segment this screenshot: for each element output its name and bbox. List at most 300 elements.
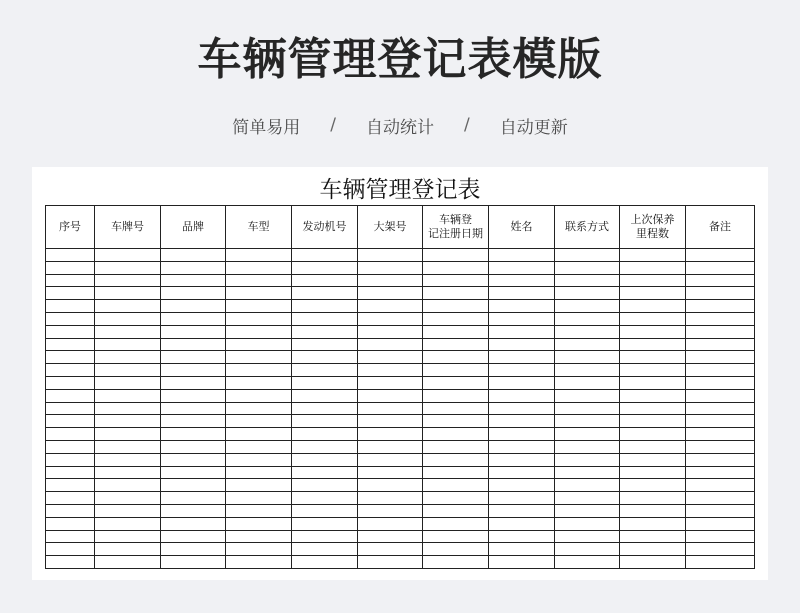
table-cell[interactable] [46, 415, 95, 428]
table-cell[interactable] [358, 325, 423, 338]
table-cell[interactable] [46, 364, 95, 377]
table-cell[interactable] [489, 517, 555, 530]
column-header-index: 序号 [46, 206, 95, 249]
table-cell[interactable] [489, 338, 555, 351]
table-cell[interactable] [423, 479, 489, 492]
table-cell[interactable] [686, 453, 755, 466]
table-cell[interactable] [46, 556, 95, 569]
table-cell[interactable] [620, 440, 686, 453]
column-header-contact: 联系方式 [555, 206, 620, 249]
table-cell[interactable] [226, 543, 292, 556]
table-cell[interactable] [686, 466, 755, 479]
table-cell[interactable] [95, 364, 161, 377]
table-cell[interactable] [686, 325, 755, 338]
feature-auto-statistics: 自动统计 [366, 117, 434, 138]
table-cell[interactable] [292, 338, 358, 351]
table-cell[interactable] [620, 300, 686, 313]
table-row [46, 249, 755, 262]
table-cell[interactable] [423, 543, 489, 556]
table-cell[interactable] [423, 287, 489, 300]
table-cell[interactable] [620, 479, 686, 492]
table-cell[interactable] [686, 364, 755, 377]
table-cell[interactable] [226, 364, 292, 377]
table-cell[interactable] [489, 415, 555, 428]
table-cell[interactable] [423, 440, 489, 453]
table-cell[interactable] [555, 389, 620, 402]
table-cell[interactable] [423, 492, 489, 505]
table-cell[interactable] [489, 364, 555, 377]
table-cell[interactable] [489, 249, 555, 262]
table-cell[interactable] [555, 440, 620, 453]
table-cell[interactable] [620, 556, 686, 569]
table-cell[interactable] [686, 402, 755, 415]
table-cell[interactable] [161, 261, 226, 274]
table-cell[interactable] [423, 325, 489, 338]
table-cell[interactable] [46, 504, 95, 517]
table-row [46, 376, 755, 389]
table-cell[interactable] [161, 479, 226, 492]
table-cell[interactable] [161, 402, 226, 415]
table-cell[interactable] [686, 376, 755, 389]
table-cell[interactable] [620, 517, 686, 530]
table-cell[interactable] [423, 402, 489, 415]
table-cell[interactable] [226, 492, 292, 505]
table-cell[interactable] [555, 504, 620, 517]
table-cell[interactable] [555, 479, 620, 492]
table-cell[interactable] [161, 351, 226, 364]
table-cell[interactable] [161, 428, 226, 441]
table-cell[interactable] [46, 274, 95, 287]
table-cell[interactable] [292, 274, 358, 287]
table-cell[interactable] [620, 338, 686, 351]
table-cell[interactable] [686, 492, 755, 505]
table-cell[interactable] [489, 466, 555, 479]
table-cell[interactable] [620, 364, 686, 377]
table-cell[interactable] [555, 428, 620, 441]
table-cell[interactable] [95, 504, 161, 517]
table-cell[interactable] [489, 543, 555, 556]
table-cell[interactable] [358, 389, 423, 402]
table-cell[interactable] [620, 402, 686, 415]
table-cell[interactable] [358, 530, 423, 543]
table-cell[interactable] [686, 479, 755, 492]
table-cell[interactable] [358, 428, 423, 441]
table-cell[interactable] [161, 517, 226, 530]
table-cell[interactable] [358, 312, 423, 325]
table-cell[interactable] [423, 261, 489, 274]
table-cell[interactable] [358, 543, 423, 556]
table-cell[interactable] [46, 517, 95, 530]
table-cell[interactable] [292, 376, 358, 389]
table-cell[interactable] [555, 543, 620, 556]
table-cell[interactable] [358, 466, 423, 479]
table-cell[interactable] [686, 338, 755, 351]
table-cell[interactable] [161, 274, 226, 287]
table-cell[interactable] [358, 287, 423, 300]
table-cell[interactable] [686, 351, 755, 364]
table-cell[interactable] [292, 453, 358, 466]
table-cell[interactable] [423, 338, 489, 351]
table-cell[interactable] [423, 300, 489, 313]
table-cell[interactable] [555, 261, 620, 274]
spreadsheet-preview [32, 167, 768, 580]
table-cell[interactable] [292, 351, 358, 364]
column-header-registration-date: 车辆登 记注册日期 [423, 206, 489, 249]
table-cell[interactable] [358, 376, 423, 389]
table-cell[interactable] [686, 287, 755, 300]
table-cell[interactable] [620, 249, 686, 262]
table-cell[interactable] [358, 415, 423, 428]
table-cell[interactable] [489, 492, 555, 505]
table-cell[interactable] [620, 492, 686, 505]
table-cell[interactable] [292, 261, 358, 274]
table-cell[interactable] [489, 389, 555, 402]
table-cell[interactable] [292, 530, 358, 543]
table-cell[interactable] [46, 287, 95, 300]
table-cell[interactable] [489, 376, 555, 389]
table-cell[interactable] [686, 556, 755, 569]
table-cell[interactable] [555, 556, 620, 569]
table-cell[interactable] [46, 389, 95, 402]
table-cell[interactable] [95, 287, 161, 300]
table-cell[interactable] [161, 338, 226, 351]
table-cell[interactable] [226, 453, 292, 466]
table-cell[interactable] [358, 249, 423, 262]
table-cell[interactable] [161, 492, 226, 505]
table-cell[interactable] [620, 376, 686, 389]
table-cell[interactable] [292, 249, 358, 262]
table-cell[interactable] [620, 287, 686, 300]
table-cell[interactable] [292, 517, 358, 530]
table-cell[interactable] [489, 556, 555, 569]
table-cell[interactable] [555, 274, 620, 287]
table-cell[interactable] [620, 351, 686, 364]
table-cell[interactable] [292, 312, 358, 325]
table-cell[interactable] [686, 428, 755, 441]
table-cell[interactable] [620, 312, 686, 325]
table-cell[interactable] [161, 543, 226, 556]
table-cell[interactable] [358, 274, 423, 287]
table-cell[interactable] [292, 300, 358, 313]
table-cell[interactable] [161, 530, 226, 543]
column-header-name: 姓名 [489, 206, 555, 249]
table-cell[interactable] [489, 479, 555, 492]
table-cell[interactable] [620, 453, 686, 466]
table-cell[interactable] [292, 325, 358, 338]
table-cell[interactable] [555, 312, 620, 325]
table-cell[interactable] [489, 530, 555, 543]
table-cell[interactable] [555, 351, 620, 364]
table-cell[interactable] [95, 261, 161, 274]
table-cell[interactable] [161, 249, 226, 262]
table-cell[interactable] [226, 249, 292, 262]
table-cell[interactable] [95, 479, 161, 492]
table-cell[interactable] [46, 440, 95, 453]
table-cell[interactable] [555, 364, 620, 377]
table-cell[interactable] [620, 325, 686, 338]
separator: / [330, 115, 336, 135]
table-cell[interactable] [686, 389, 755, 402]
table-cell[interactable] [46, 428, 95, 441]
table-cell[interactable] [489, 300, 555, 313]
table-row [46, 351, 755, 364]
table-cell[interactable] [620, 389, 686, 402]
table-cell[interactable] [95, 530, 161, 543]
table-cell[interactable] [292, 440, 358, 453]
table-cell[interactable] [686, 415, 755, 428]
table-cell[interactable] [161, 325, 226, 338]
table-cell[interactable] [620, 466, 686, 479]
table-cell[interactable] [489, 504, 555, 517]
table-cell[interactable] [686, 530, 755, 543]
table-cell[interactable] [292, 402, 358, 415]
table-cell[interactable] [161, 376, 226, 389]
table-cell[interactable] [226, 300, 292, 313]
table-cell[interactable] [226, 517, 292, 530]
table-cell[interactable] [489, 274, 555, 287]
table-cell[interactable] [423, 530, 489, 543]
table-cell[interactable] [46, 338, 95, 351]
table-cell[interactable] [555, 492, 620, 505]
table-cell[interactable] [226, 274, 292, 287]
table-cell[interactable] [46, 543, 95, 556]
table-cell[interactable] [95, 543, 161, 556]
table-cell[interactable] [46, 300, 95, 313]
table-cell[interactable] [95, 274, 161, 287]
table-cell[interactable] [292, 428, 358, 441]
table-cell[interactable] [95, 402, 161, 415]
table-cell[interactable] [686, 543, 755, 556]
table-cell[interactable] [555, 325, 620, 338]
table-cell[interactable] [161, 415, 226, 428]
table-cell[interactable] [161, 556, 226, 569]
table-cell[interactable] [46, 351, 95, 364]
table-cell[interactable] [161, 453, 226, 466]
table-cell[interactable] [95, 300, 161, 313]
table-cell[interactable] [46, 466, 95, 479]
table-cell[interactable] [292, 389, 358, 402]
table-cell[interactable] [95, 351, 161, 364]
table-cell[interactable] [46, 325, 95, 338]
table-cell[interactable] [95, 376, 161, 389]
table-cell[interactable] [95, 312, 161, 325]
table-cell[interactable] [358, 261, 423, 274]
table-cell[interactable] [555, 415, 620, 428]
table-cell[interactable] [358, 338, 423, 351]
table-cell[interactable] [489, 453, 555, 466]
table-cell[interactable] [46, 376, 95, 389]
sheet-title: 车辆管理登记表 [319, 177, 481, 203]
table-cell[interactable] [226, 325, 292, 338]
table-cell[interactable] [555, 402, 620, 415]
table-cell[interactable] [686, 261, 755, 274]
table-cell[interactable] [555, 530, 620, 543]
table-cell[interactable] [358, 453, 423, 466]
table-cell[interactable] [620, 274, 686, 287]
table-cell[interactable] [686, 312, 755, 325]
table-cell[interactable] [95, 466, 161, 479]
table-cell[interactable] [292, 287, 358, 300]
table-cell[interactable] [226, 466, 292, 479]
table-cell[interactable] [620, 530, 686, 543]
table-cell[interactable] [226, 556, 292, 569]
table-cell[interactable] [46, 249, 95, 262]
table-cell[interactable] [620, 415, 686, 428]
table-cell[interactable] [423, 517, 489, 530]
table-cell[interactable] [423, 389, 489, 402]
table-cell[interactable] [686, 504, 755, 517]
table-cell[interactable] [555, 517, 620, 530]
table-cell[interactable] [489, 261, 555, 274]
table-cell[interactable] [226, 376, 292, 389]
table-cell[interactable] [95, 389, 161, 402]
table-cell[interactable] [555, 466, 620, 479]
table-cell[interactable] [226, 530, 292, 543]
table-cell[interactable] [95, 428, 161, 441]
table-cell[interactable] [226, 261, 292, 274]
table-cell[interactable] [161, 300, 226, 313]
table-cell[interactable] [489, 351, 555, 364]
table-cell[interactable] [423, 312, 489, 325]
page-title: 车辆管理登记表模版 [197, 34, 603, 85]
table-cell[interactable] [46, 312, 95, 325]
table-cell[interactable] [226, 415, 292, 428]
table-cell[interactable] [161, 389, 226, 402]
table-cell[interactable] [620, 261, 686, 274]
table-cell[interactable] [620, 504, 686, 517]
table-cell[interactable] [423, 376, 489, 389]
table-cell[interactable] [226, 287, 292, 300]
table-cell[interactable] [292, 492, 358, 505]
table-cell[interactable] [292, 556, 358, 569]
table-cell[interactable] [292, 415, 358, 428]
table-cell[interactable] [292, 504, 358, 517]
table-cell[interactable] [226, 428, 292, 441]
column-header-model: 车型 [226, 206, 292, 249]
table-cell[interactable] [555, 249, 620, 262]
table-cell[interactable] [555, 453, 620, 466]
table-row [46, 492, 755, 505]
table-cell[interactable] [423, 364, 489, 377]
table-cell[interactable] [358, 364, 423, 377]
table-cell[interactable] [358, 556, 423, 569]
table-cell[interactable] [620, 543, 686, 556]
table-cell[interactable] [95, 517, 161, 530]
table-cell[interactable] [686, 249, 755, 262]
table-cell[interactable] [161, 504, 226, 517]
table-cell[interactable] [226, 351, 292, 364]
table-cell[interactable] [292, 479, 358, 492]
table-cell[interactable] [620, 428, 686, 441]
table-cell[interactable] [161, 312, 226, 325]
table-cell[interactable] [358, 492, 423, 505]
table-cell[interactable] [292, 543, 358, 556]
table-cell[interactable] [686, 274, 755, 287]
table-body [46, 249, 755, 569]
table-row [46, 402, 755, 415]
table-cell[interactable] [226, 312, 292, 325]
table-cell[interactable] [686, 440, 755, 453]
separator: / [464, 115, 470, 135]
table-cell[interactable] [161, 287, 226, 300]
table-cell[interactable] [161, 440, 226, 453]
table-cell[interactable] [292, 466, 358, 479]
table-cell[interactable] [423, 415, 489, 428]
column-header-last-service-mileage: 上次保养 里程数 [620, 206, 686, 249]
table-cell[interactable] [46, 453, 95, 466]
table-cell[interactable] [489, 402, 555, 415]
table-cell[interactable] [423, 466, 489, 479]
table-cell[interactable] [423, 556, 489, 569]
table-cell[interactable] [46, 402, 95, 415]
table-cell[interactable] [226, 389, 292, 402]
table-cell[interactable] [686, 300, 755, 313]
table-cell[interactable] [358, 440, 423, 453]
table-cell[interactable] [226, 440, 292, 453]
table-cell[interactable] [489, 428, 555, 441]
table-cell[interactable] [46, 479, 95, 492]
table-cell[interactable] [555, 300, 620, 313]
table-cell[interactable] [95, 415, 161, 428]
table-cell[interactable] [226, 504, 292, 517]
table-cell[interactable] [161, 466, 226, 479]
table-cell[interactable] [423, 274, 489, 287]
table-cell[interactable] [489, 287, 555, 300]
table-cell[interactable] [686, 517, 755, 530]
table-cell[interactable] [555, 376, 620, 389]
table-cell[interactable] [95, 440, 161, 453]
table-cell[interactable] [423, 249, 489, 262]
table-cell[interactable] [555, 287, 620, 300]
table-row [46, 453, 755, 466]
table-cell[interactable] [423, 453, 489, 466]
table-cell[interactable] [226, 402, 292, 415]
table-row [46, 325, 755, 338]
table-cell[interactable] [292, 364, 358, 377]
table-cell[interactable] [95, 556, 161, 569]
table-cell[interactable] [161, 364, 226, 377]
table-cell[interactable] [423, 351, 489, 364]
table-cell[interactable] [423, 428, 489, 441]
column-header-plate-number: 车牌号 [95, 206, 161, 249]
table-row [46, 543, 755, 556]
table-cell[interactable] [95, 492, 161, 505]
table-cell[interactable] [95, 338, 161, 351]
table-cell[interactable] [489, 312, 555, 325]
table-cell[interactable] [555, 338, 620, 351]
table-cell[interactable] [358, 517, 423, 530]
table-cell[interactable] [95, 325, 161, 338]
column-header-engine-number: 发动机号 [292, 206, 358, 249]
table-cell[interactable] [358, 351, 423, 364]
table-cell[interactable] [358, 504, 423, 517]
table-cell[interactable] [423, 504, 489, 517]
table-cell[interactable] [358, 300, 423, 313]
table-row [46, 389, 755, 402]
table-cell[interactable] [489, 325, 555, 338]
table-cell[interactable] [46, 261, 95, 274]
table-cell[interactable] [46, 530, 95, 543]
table-cell[interactable] [358, 479, 423, 492]
table-cell[interactable] [46, 492, 95, 505]
table-cell[interactable] [95, 249, 161, 262]
table-cell[interactable] [489, 440, 555, 453]
table-cell[interactable] [226, 338, 292, 351]
table-cell[interactable] [95, 453, 161, 466]
table-row [46, 312, 755, 325]
table-cell[interactable] [226, 479, 292, 492]
table-cell[interactable] [358, 402, 423, 415]
